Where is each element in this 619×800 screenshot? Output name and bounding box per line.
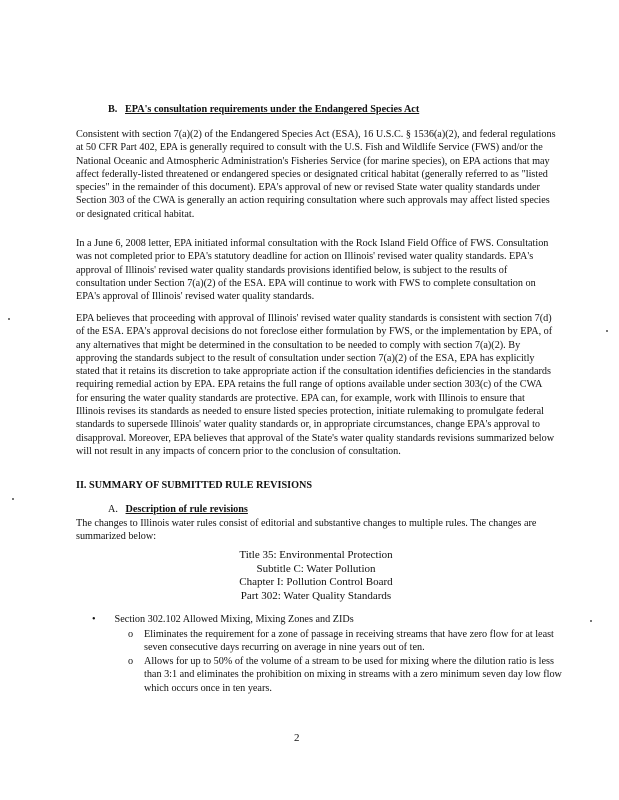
rule-subtitle: Subtitle C: Water Pollution bbox=[256, 562, 376, 575]
rule-part: Part 302: Water Quality Standards bbox=[240, 589, 392, 602]
sub-bullet-marker: o bbox=[128, 656, 134, 667]
bullet-item bbox=[92, 614, 354, 625]
paragraph-esa-consultation: Consistent with section 7(a)(2) of the Endangered Species Act (ESA), 16 U.S.C. § 1536(a)(2), and federal regulations at 50 CFR Part 402, EPA is generally required to consult with the U.S. Fish and Wildlife Service (FWS) and/or the National Oceanic and Atmospheric Administration's Fisheries Service (for marine species), on EPA actions that may affect federally-listed threatened or endangered species or designated critical habitat (generally referred to as "listed species" in the remainder of this document). EPA's approval of new or revised State water quality standards under Section 303 of the CWA is generally an action requiring consultation where such approvals may affect listed species or designated critical habitat. bbox=[76, 129, 556, 220]
sub-bullet-item bbox=[128, 628, 568, 655]
sub-bullet-item bbox=[128, 655, 568, 695]
rule-chapter: Chapter I: Pollution Control Board bbox=[239, 576, 393, 589]
scan-speck bbox=[606, 330, 608, 332]
bullet-text: Section 302.102 Allowed Mixing, Mixing Zones and ZIDs bbox=[114, 614, 354, 625]
section-a-letter: A. bbox=[108, 504, 118, 515]
sub-bullet-text: Eliminates the requirement for a zone of passage in receiving streams that have zero flow for at least seven consecutive days recurring on average in nine years out of ten. bbox=[144, 629, 554, 654]
page-number: 2 bbox=[294, 732, 300, 744]
sub-bullet-marker: o bbox=[128, 629, 134, 640]
rule-heading-block bbox=[76, 549, 556, 603]
rule-title: Title 35: Environmental Protection bbox=[239, 549, 393, 561]
section-a-intro: The changes to Illinois water rules consist of editorial and substantive changes to multiple rules. The changes are summarized below: bbox=[76, 518, 537, 543]
paragraph-informal-consultation: In a June 6, 2008 letter, EPA initiated informal consultation with the Rock Island Field Office of FWS. Consultation was not completed prior to EPA's statutory deadline for action on Illinois' revised water quality standards. EPA's approval of Illinois' revised water quality standards provisions identified below, is subject to the results of consultation under Section 7(a)(2) of the ESA. EPA will continue to work with FWS to complete consultation on EPA's approval of Illinois' revised water quality standards. bbox=[76, 238, 549, 303]
section-b-letter: B. bbox=[108, 104, 118, 115]
scan-speck bbox=[12, 498, 14, 500]
section-a-title: Description of rule revisions bbox=[125, 504, 248, 515]
section-ii-heading: II. SUMMARY OF SUBMITTED RULE REVISIONS bbox=[76, 480, 313, 491]
sub-bullet-text: Allows for up to 50% of the volume of a stream to be used for mixing where the dilution ratio is less than 3:1 and eliminates the prohibition on mixing in streams with a zero minimum seven day low flow which occurs once in ten years. bbox=[144, 656, 562, 694]
section-a-heading bbox=[108, 504, 248, 515]
scan-speck bbox=[590, 620, 592, 622]
section-b-title: EPA's consultation requirements under the Endangered Species Act bbox=[124, 104, 420, 115]
scan-speck bbox=[8, 318, 10, 320]
section-b-heading bbox=[108, 104, 419, 115]
paragraph-approval-consistency: EPA believes that proceeding with approval of Illinois' revised water quality standards is consistent with section 7(d) of the ESA. EPA's approval decisions do not foreclose either formulation by FWS, or the implementation by EPA, of any alternatives that might be determined in the consultation to be needed to comply with section 7(a)(2). By approving the standards subject to the result of consultation under section 7(a)(2) of the ESA, EPA has explicitly stated that it retains its discretion to take appropriate action if the consultation identifies deficiencies in the standards requiring remedial action by EPA. EPA retains the full range of options available under section 303(c) of the CWA for ensuring the water quality standards are protective. EPA can, for example, work with Illinois to ensure that Illinois revises its standards as needed to ensure listed species protection, initiate rulemaking to promulgate federal standards to supersede Illinois' water quality standards or, in appropriate circumstances, change EPA's approval to disapproval. Moreover, EPA believes that approval of the State's water quality standards revisions summarized below will not result in any impacts of concern prior to the conclusion of consultation. bbox=[76, 313, 555, 457]
bullet-marker: • bbox=[92, 614, 96, 625]
